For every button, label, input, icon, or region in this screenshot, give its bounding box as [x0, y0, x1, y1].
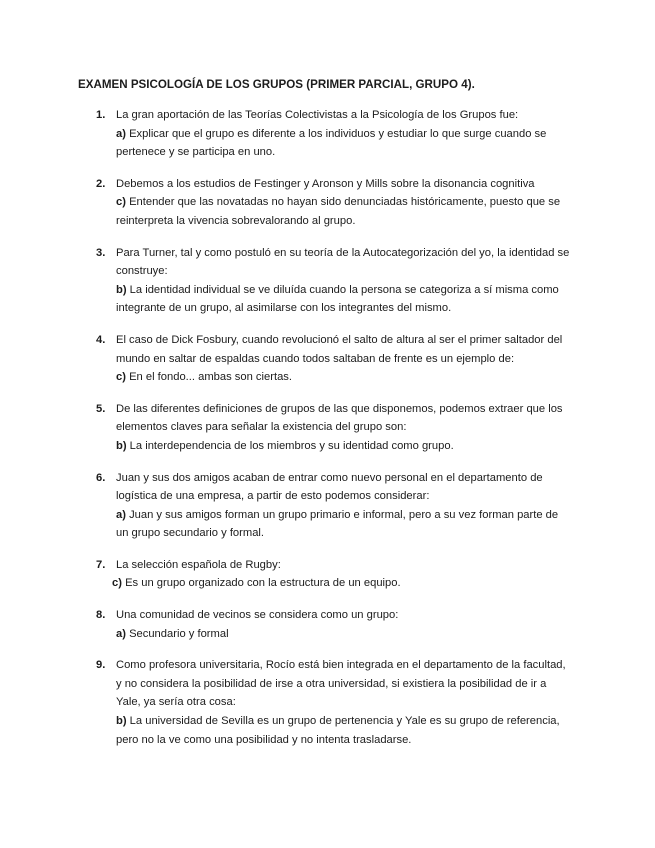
answer: [116, 193, 571, 230]
question-item: [0, 400, 655, 456]
question-item: [0, 331, 655, 387]
answer-letter: b): [116, 283, 127, 296]
question-text: Para Turner, tal y como postuló en su teoría de la Autocategorización del yo, la identidad se construye:: [116, 246, 570, 278]
answer-text: Entender que las novatadas no hayan sido denunciadas históricamente, puesto que se reinterpreta la vivencia sobrevalorando al grupo.: [116, 196, 561, 227]
question-number: 5.: [96, 402, 106, 415]
answer-letter: b): [116, 439, 127, 452]
answer: [116, 437, 571, 456]
question-number: 1.: [96, 109, 106, 121]
answer-text: En el fondo... ambas son ciertas.: [129, 371, 292, 384]
question-text: Debemos a los estudios de Festinger y Aronson y Mills sobre la disonancia cognitiva: [116, 177, 535, 190]
question-number: 9.: [96, 659, 106, 672]
question-item: [0, 106, 655, 162]
answer-letter: c): [116, 371, 126, 384]
question-item: [0, 606, 655, 643]
answer-text: La identidad individual se ve diluída cuando la persona se categoriza a sí misma como integrante de un grupo, al asimilarse con los integrantes del mismo.: [116, 283, 559, 315]
question-text: La selección española de Rugby:: [116, 558, 281, 571]
answer: [112, 574, 571, 593]
answer: [116, 281, 571, 318]
question-number: 8.: [96, 609, 106, 622]
question-item: [0, 469, 655, 543]
question-number: 3.: [96, 246, 106, 259]
answer: [116, 506, 571, 543]
question-text: Juan y sus dos amigos acaban de entrar como nuevo personal en el departamento de logística de una empresa, a partir de esto podemos considerar:: [116, 471, 543, 503]
question-number: 4.: [96, 333, 106, 346]
question-text: De las diferentes definiciones de grupos de las que disponemos, podemos extraer que los elementos claves para señalar la existencia del grupo son:: [116, 402, 563, 434]
answer-letter: a): [116, 627, 126, 640]
answer-letter: c): [116, 196, 126, 209]
answer-letter: b): [116, 715, 127, 728]
answer: [116, 625, 571, 644]
answer: [116, 368, 571, 387]
question-text: El caso de Dick Fosbury, cuando revolucionó el salto de altura al ser el primer saltador del mundo en saltar de espaldas cuando todos saltaban de frente es un ejemplo de:: [116, 333, 563, 365]
question-list: [0, 106, 655, 762]
answer: [116, 712, 571, 749]
answer: [116, 125, 571, 162]
question-number: 2.: [96, 177, 106, 190]
answer-text: La universidad de Sevilla es un grupo de pertenencia y Yale es su grupo de referencia, pero no la ve como una posibilidad y no intenta trasladarse.: [116, 715, 560, 746]
question-item: [0, 556, 655, 593]
answer-text: La interdependencia de los miembros y su identidad como grupo.: [129, 439, 454, 452]
question-item: [0, 175, 655, 231]
answer-letter: c): [112, 577, 122, 590]
question-text: La gran aportación de las Teorías Colectivistas a la Psicología de los Grupos fue:: [116, 109, 519, 121]
question-number: 7.: [96, 558, 106, 571]
answer-text: Es un grupo organizado con la estructura de un equipo.: [125, 577, 401, 590]
exam-title: EXAMEN PSICOLOGÍA DE LOS GRUPOS (PRIMER PARCIAL, GRUPO 4).: [78, 78, 475, 91]
question-number: 6.: [96, 471, 106, 484]
answer-letter: a): [116, 127, 126, 140]
question-item: [0, 244, 655, 318]
answer-letter: a): [116, 508, 126, 521]
answer-text: Explicar que el grupo es diferente a los individuos y estudiar lo que surge cuando se pertenece y se participa en uno.: [116, 127, 547, 159]
question-text: Una comunidad de vecinos se considera como un grupo:: [116, 609, 399, 622]
answer-text: Secundario y formal: [129, 627, 229, 640]
answer-text: Juan y sus amigos forman un grupo primario e informal, pero a su vez forman parte de un grupo secundario y formal.: [116, 508, 559, 540]
question-item: [0, 656, 655, 749]
question-text: Como profesora universitaria, Rocío está bien integrada en el departamento de la facultad, y no considera la posibilidad de irse a otra universidad, si existiera la posibilidad de ir a Yale, ya sería otra cosa:: [116, 659, 566, 709]
